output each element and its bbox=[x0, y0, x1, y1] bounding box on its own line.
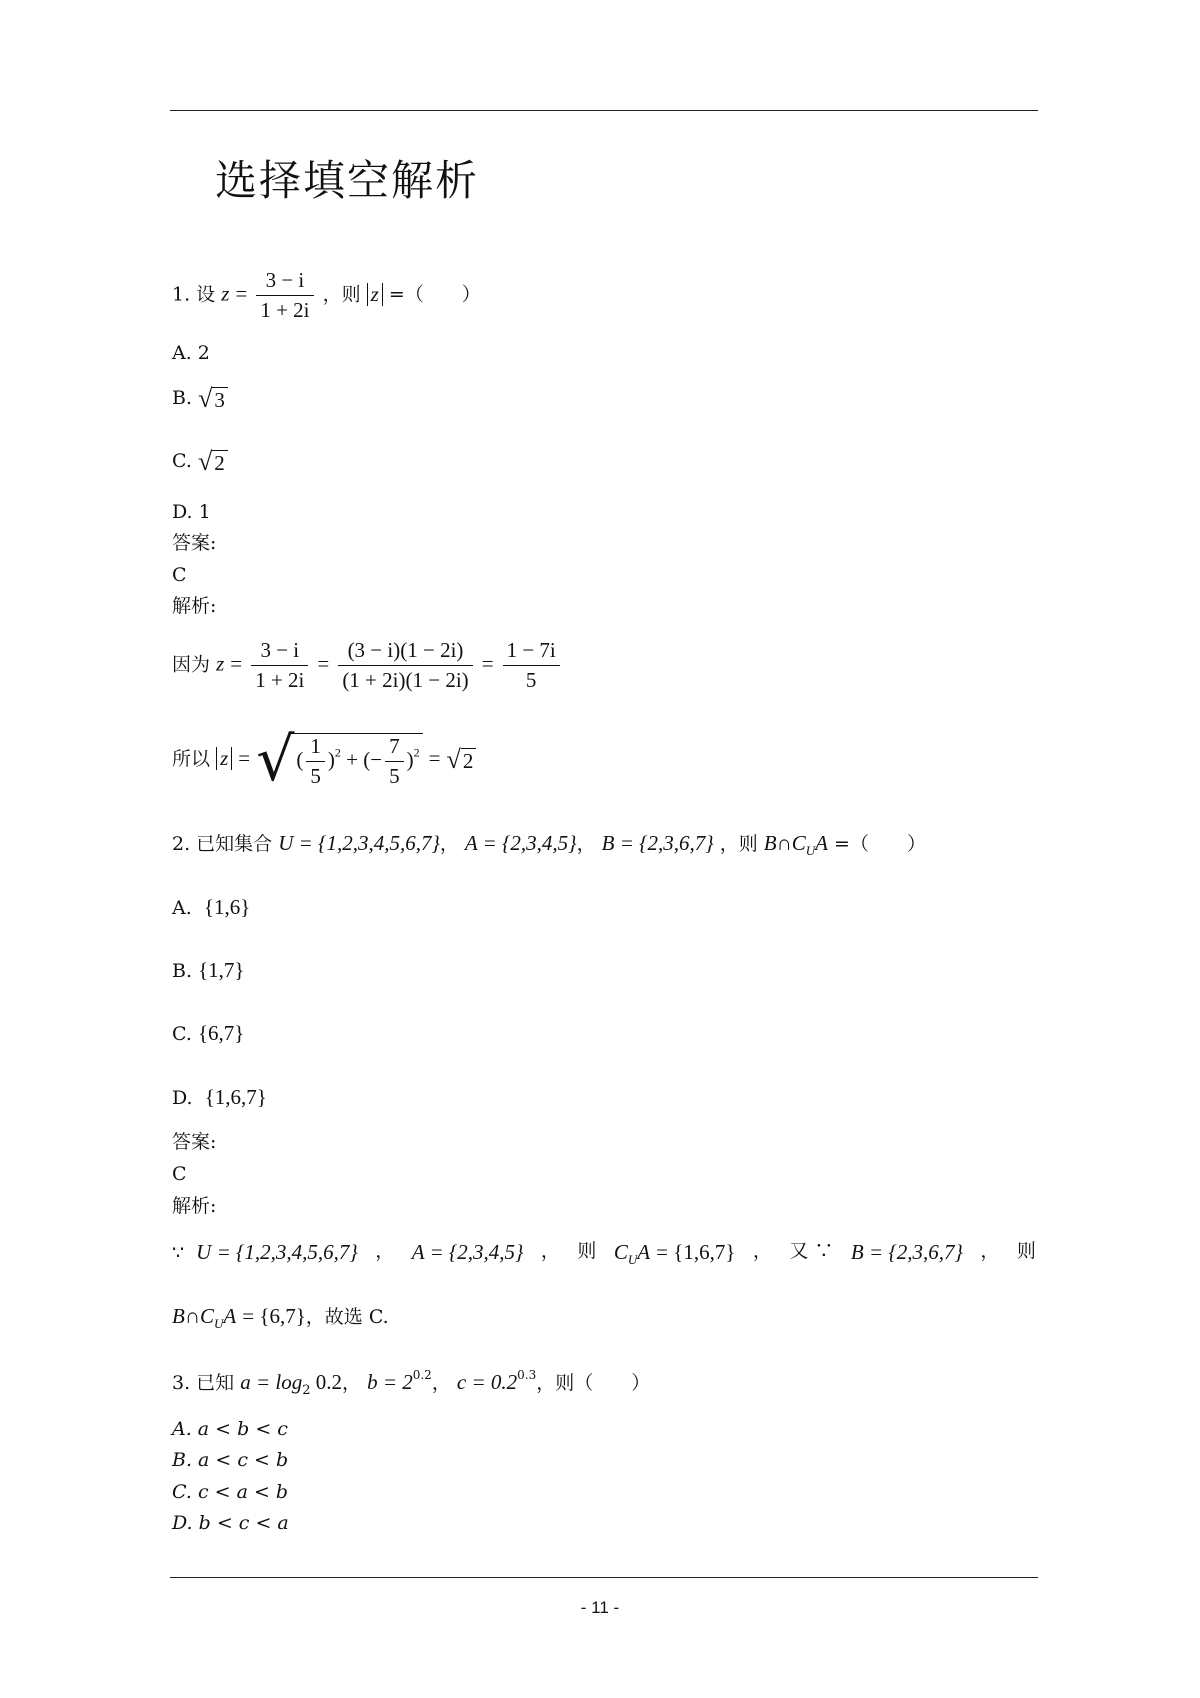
q1-z: z bbox=[221, 281, 230, 306]
q1-step1-eq1: = bbox=[230, 651, 243, 676]
q1-option-c-value: 2 bbox=[212, 450, 228, 474]
q2-option-c bbox=[172, 1023, 244, 1044]
q1-step1-num3: 1 − 7i bbox=[503, 640, 560, 666]
q3-a-val: 0.2 bbox=[310, 1370, 343, 1394]
q3-b-eq: b = 2 bbox=[367, 1370, 413, 1394]
q1-step2-f2-den: 5 bbox=[389, 764, 400, 788]
q3-a-sub: 2 bbox=[302, 1383, 311, 1398]
q3-c-eq: c = 0.2 bbox=[456, 1370, 518, 1394]
q2-analysis-ze2: 则 bbox=[1016, 1240, 1036, 1262]
q1-step2-eq1: = bbox=[238, 746, 251, 770]
q2-analysis-step2: $B\cap C_UA = \{6,7\}$，故选 C. bbox=[172, 1304, 389, 1331]
q2-option-b-value: {1,7} bbox=[198, 958, 245, 982]
q2-analysis-label: 解析: bbox=[172, 1195, 217, 1217]
q1-step2-radicand: ( $\frac{1}{5}$ )$^2$ + (− $\frac{7}{5}$ )$^2$ bbox=[294, 733, 422, 787]
q1-step2-result-value: 2 bbox=[461, 748, 477, 772]
q3-option-a: A. a < b < c bbox=[172, 1418, 288, 1440]
q2-option-d-value: {1,6,7} bbox=[204, 1085, 267, 1109]
q2-option-c-label: C. bbox=[172, 1023, 192, 1045]
q1-option-c-sqrt: √2 bbox=[198, 449, 228, 475]
q1-stem-tail: =（ ） bbox=[388, 283, 481, 306]
q2-option-d bbox=[172, 1087, 267, 1108]
q1-step1-frac1 bbox=[251, 640, 308, 691]
q1-step2-sqrt: √( $\frac{1}{5}$ )$^2$ + (− $\frac{7}{5}$ )$^2$ bbox=[256, 730, 422, 790]
q1-step1-frac2 bbox=[338, 640, 472, 691]
q1-eq: = bbox=[235, 281, 248, 306]
q2-analysis-result: = {6,7} bbox=[242, 1304, 306, 1328]
q3-a-eq: a = log bbox=[240, 1370, 303, 1394]
q1-option-c bbox=[172, 449, 228, 475]
q1-step2-f1-den: 5 bbox=[310, 764, 321, 788]
q1-den: 1 + 2i bbox=[260, 298, 310, 322]
q2-analysis-conclusion: ，故选 C. bbox=[305, 1306, 389, 1328]
q1-step2-f2-num: 7 bbox=[385, 736, 404, 762]
q1-step2-result: √2 bbox=[447, 747, 477, 773]
q1-answer: C bbox=[172, 564, 187, 586]
q1-fraction bbox=[256, 270, 313, 321]
q1-option-c-label: C. bbox=[172, 450, 192, 472]
q2-analysis-u: U = {1,2,3,4,5,6,7} bbox=[196, 1240, 358, 1264]
q1-stem bbox=[172, 270, 481, 321]
q1-abs-z: z bbox=[367, 283, 383, 306]
q1-step1-den3: 5 bbox=[525, 668, 537, 692]
q1-stem-pre: 1. 设 bbox=[172, 283, 216, 306]
q1-step1-eq2: = bbox=[317, 651, 330, 676]
q1-step1-den2: (1 + 2i)(1 − 2i) bbox=[342, 668, 469, 692]
q3-stem-pre: 3. 已知 bbox=[172, 1372, 235, 1394]
q2-stem-pre: 2. 已知集合 bbox=[172, 833, 273, 855]
q1-option-b bbox=[172, 386, 228, 412]
q1-stem-post: ，则 bbox=[322, 283, 361, 306]
q2-option-a-label: A. bbox=[172, 897, 192, 919]
q2-analysis-step1: ∵ U = {1,2,3,4,5,6,7} ， A = {2,3,4,5} ， 则 $C_UA = \{1,6,7\}$ ， 又 ∵ B = {2,3,6,7} ， 则 bbox=[172, 1240, 1036, 1267]
q1-option-b-label: B. bbox=[172, 387, 193, 409]
q2-answer: C bbox=[172, 1163, 187, 1185]
q2-analysis-you: 又 bbox=[789, 1240, 809, 1262]
q1-analysis-step2 bbox=[172, 725, 476, 795]
q1-option-b-value: 3 bbox=[212, 387, 228, 411]
q2-analysis-b: B = {2,3,6,7} bbox=[850, 1240, 963, 1264]
footer-rule bbox=[170, 1577, 1038, 1578]
q3-option-b: B. a < c < b bbox=[172, 1449, 289, 1471]
q2-set-b: B = {2,3,6,7} bbox=[601, 831, 714, 855]
page-title: 选择填空解析 bbox=[215, 156, 480, 205]
q3-option-d: D. b < c < a bbox=[172, 1512, 289, 1534]
header-rule bbox=[170, 110, 1038, 111]
q1-step1-frac3 bbox=[503, 640, 560, 691]
q2-set-u: U = {1,2,3,4,5,6,7} bbox=[278, 831, 440, 855]
q1-step1-eq3: = bbox=[481, 651, 494, 676]
q3-b-sup: 0.2 bbox=[412, 1368, 432, 1382]
q1-step1-z: z bbox=[216, 651, 225, 676]
q1-analysis-label: 解析: bbox=[172, 595, 217, 617]
q1-step1-den1: 1 + 2i bbox=[255, 668, 305, 692]
q2-analysis-cua: = {1,6,7} bbox=[656, 1240, 736, 1264]
q2-answer-label: 答案: bbox=[172, 1131, 217, 1153]
q3-stem-tail: ，则（ ） bbox=[536, 1372, 651, 1394]
q3-option-c: C. c < a < b bbox=[172, 1481, 289, 1503]
q1-step2-eq2: = bbox=[428, 746, 441, 770]
q2-analysis-a: A = {2,3,4,5} bbox=[411, 1240, 524, 1264]
q1-option-b-sqrt: √3 bbox=[198, 386, 228, 412]
q2-option-a bbox=[172, 897, 250, 918]
q1-num: 3 − i bbox=[256, 270, 313, 296]
q2-stem: 2. 已知集合 U = {1,2,3,4,5,6,7}， A = {2,3,4,5}， B = {2,3,6,7} ，则 $B\cap C_UA$ =（ ） bbox=[172, 831, 926, 858]
q2-set-a: A = {2,3,4,5} bbox=[464, 831, 577, 855]
q2-option-c-value: {6,7} bbox=[197, 1021, 245, 1045]
q1-so: 所以 bbox=[172, 748, 211, 770]
q1-step1-num2: (3 − i)(1 − 2i) bbox=[338, 640, 472, 666]
q2-stem-post: ，则 bbox=[719, 833, 758, 855]
q1-analysis-step1 bbox=[172, 640, 563, 691]
q1-answer-label: 答案: bbox=[172, 532, 217, 554]
q2-option-a-value: {1,6} bbox=[203, 895, 251, 919]
q1-step2-f1-num: 1 bbox=[306, 736, 325, 762]
q3-c-sup: 0.3 bbox=[517, 1368, 537, 1382]
q2-stem-tail: =（ ） bbox=[834, 833, 926, 855]
q1-step1-num1: 3 − i bbox=[251, 640, 308, 666]
q2-option-b bbox=[172, 960, 244, 981]
q3-stem: 3. 已知 $a = \log_2 0.2$， $b = 2^{0.2}$， $c = 0.2^{0.3}$，则（ ） bbox=[172, 1368, 651, 1398]
q1-because: 因为 bbox=[172, 653, 211, 676]
q2-option-d-label: D. bbox=[172, 1087, 193, 1109]
q1-step2-abs-z: z bbox=[216, 747, 232, 770]
page-number: - 11 - bbox=[580, 1598, 620, 1617]
q2-option-b-label: B. bbox=[172, 960, 193, 982]
q2-expression: $B\cap C_UA$ bbox=[763, 831, 828, 858]
q2-analysis-ze1: 则 bbox=[577, 1240, 597, 1262]
q1-option-a: A. 2 bbox=[172, 342, 210, 364]
q1-option-d: D. 1 bbox=[172, 501, 211, 523]
